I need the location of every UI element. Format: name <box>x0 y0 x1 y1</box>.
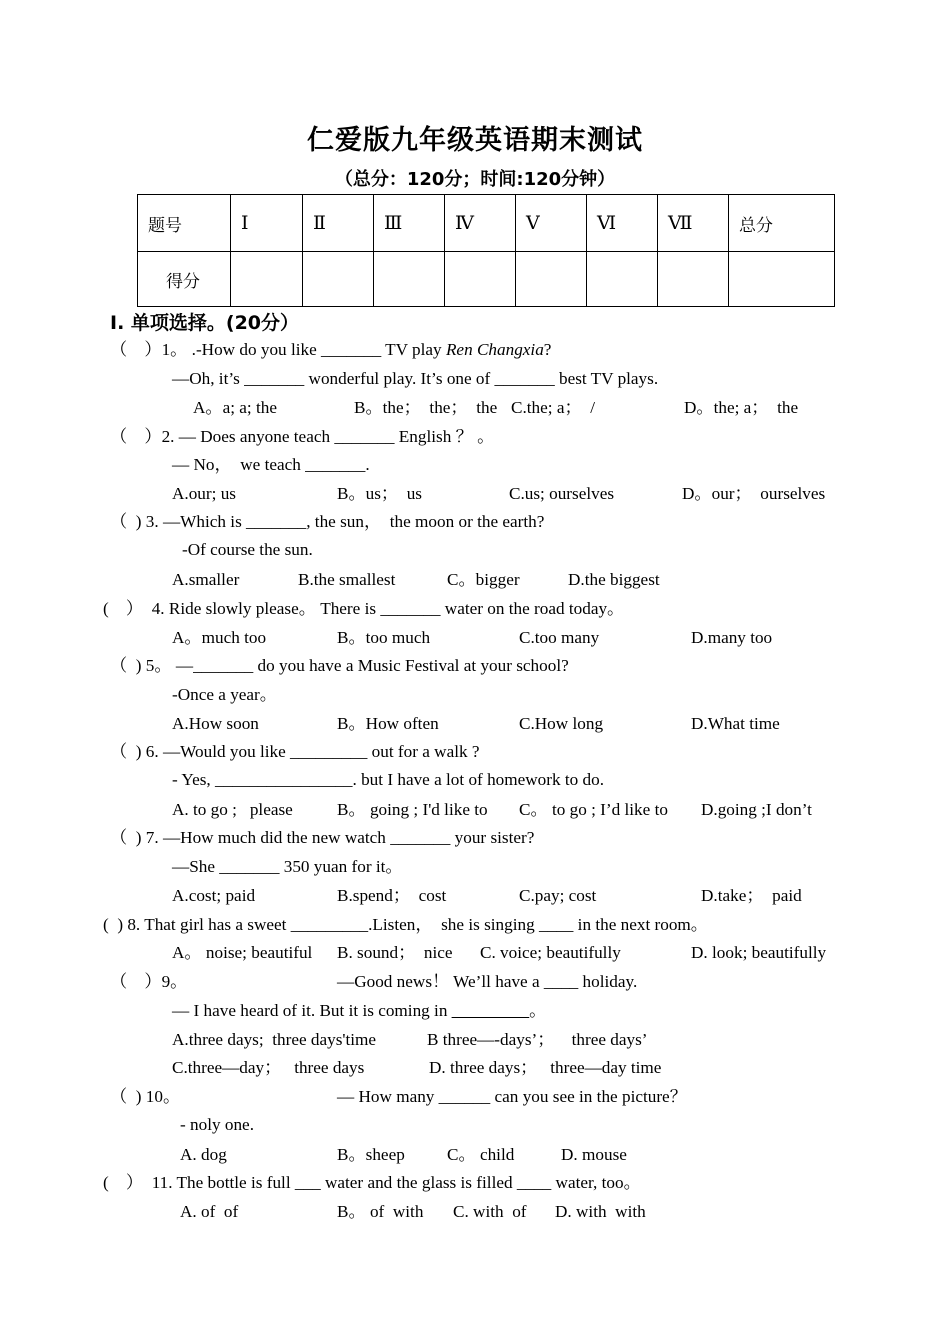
score-table-cell: Ⅶ <box>658 195 729 252</box>
question-7-stem: （ ) 7. —How much did the new watch _______ your sister? <box>110 828 535 847</box>
option-b: B. sound； nice <box>337 943 453 962</box>
question-line: - noly one. <box>180 1115 254 1134</box>
score-table-cell: Ⅵ <box>587 195 658 252</box>
option-c: C.too many <box>519 628 600 647</box>
option-a: A. to go ; please <box>172 800 293 819</box>
question-6-stem: （ ) 6. —Would you like _________ out for a walk ? <box>110 742 480 761</box>
option-a: A. of of <box>180 1202 239 1221</box>
option-c: C。 child <box>447 1145 515 1164</box>
option-c: C.How long <box>519 714 604 733</box>
option-d: D. three days； three—day time <box>429 1058 662 1077</box>
question-9-stem: —Good news！ We’ll have a ____ holiday. <box>337 972 638 991</box>
section-heading: Ⅰ. 单项选择。(20分） <box>110 312 300 334</box>
score-entry-cell[interactable] <box>445 252 516 307</box>
option-a: A。a; a; the <box>193 398 277 417</box>
question-line: — No， we teach _______. <box>172 455 370 474</box>
option-a: A.How soon <box>172 714 259 733</box>
score-entry-cell[interactable] <box>374 252 445 307</box>
option-a: A.cost; paid <box>172 886 256 905</box>
question-line: -Of course the sun. <box>182 540 313 559</box>
question-text: ? <box>543 340 552 359</box>
option-a: A。 noise; beautiful <box>172 943 313 962</box>
score-table <box>137 194 835 307</box>
question-2-stem: （ ）2. — Does anyone teach _______ English ？ 。 <box>110 427 495 446</box>
question-text: — I have heard of it. But it is coming in <box>172 1001 452 1020</box>
option-a: A。much too <box>172 628 267 647</box>
option-c: C. voice; beautifully <box>480 943 621 962</box>
option-b: B。How often <box>337 714 439 733</box>
option-b: B.spend； cost <box>337 886 447 905</box>
option-c: C.pay; cost <box>519 886 597 905</box>
score-entry-cell[interactable] <box>231 252 303 307</box>
option-c: C。 to go ; I’d like to <box>519 800 668 819</box>
option-d: D. mouse <box>561 1145 627 1164</box>
question-9-number: （ ）9。 <box>110 972 188 991</box>
score-entry-cell[interactable] <box>516 252 587 307</box>
question-8-stem: ( ) 8. That girl has a sweet _________.Listen， she is singing ____ in the next room。 <box>103 915 708 934</box>
question-10-number: （ ) 10。 <box>110 1087 181 1106</box>
score-table-cell: Ⅰ <box>231 195 303 252</box>
option-c: C。bigger <box>447 570 520 589</box>
question-line <box>172 1000 546 1022</box>
option-d: D.many too <box>691 628 773 647</box>
option-b: B three—-days’； three days’ <box>427 1030 648 1049</box>
option-d: D.going ;I don’t <box>701 800 812 819</box>
option-b: B。the； the； the <box>354 398 498 417</box>
question-1-stem <box>110 339 551 361</box>
answer-blank: _________ <box>451 1001 530 1020</box>
option-a: A. dog <box>180 1145 227 1164</box>
question-5-stem: （ ) 5。 —_______ do you have a Music Festival at your school? <box>110 656 569 675</box>
option-c: C. with of <box>453 1202 527 1221</box>
score-table-cell: Ⅲ <box>374 195 445 252</box>
score-entry-cell[interactable] <box>729 252 835 307</box>
score-table-cell: Ⅴ <box>516 195 587 252</box>
option-b: B。sheep <box>337 1145 405 1164</box>
option-a: A.our; us <box>172 484 236 503</box>
page-subtitle: （总分：120分；时间:120分钟） <box>334 169 616 190</box>
option-b: B。too much <box>337 628 431 647</box>
question-text: 。 <box>529 1001 547 1020</box>
score-table-cell: Ⅱ <box>303 195 374 252</box>
score-table-score-row <box>138 252 835 307</box>
option-b: B.the smallest <box>298 570 396 589</box>
option-d: D. look; beautifully <box>691 943 827 962</box>
option-d: D. with with <box>555 1202 646 1221</box>
score-table-header-row <box>138 195 835 252</box>
option-a: A.smaller <box>172 570 240 589</box>
option-d: D.take； paid <box>701 886 802 905</box>
question-text-italic: Ren Changxia <box>445 340 544 359</box>
option-d: D。our； ourselves <box>682 484 826 503</box>
score-table-cell: Ⅳ <box>445 195 516 252</box>
option-d: D。the; a； the <box>684 398 799 417</box>
option-c: C.us; ourselves <box>509 484 615 503</box>
score-table-cell: 得分 <box>138 252 231 307</box>
option-d: D.What time <box>691 714 780 733</box>
option-c: C.three—day； three days <box>172 1058 365 1077</box>
question-line: - Yes, ________________. but I have a lot of homework to do. <box>172 770 605 789</box>
question-line: -Once a year。 <box>172 685 277 704</box>
option-b: B。 of with <box>337 1202 424 1221</box>
page-title: 仁爱版九年级英语期末测试 <box>307 125 643 156</box>
score-table-cell: 总分 <box>729 195 835 252</box>
option-d: D.the biggest <box>568 570 660 589</box>
option-a: A.three days; three days'time <box>172 1030 377 1049</box>
score-entry-cell[interactable] <box>658 252 729 307</box>
option-b: B。 going ; I'd like to <box>337 800 488 819</box>
option-b: B。us； us <box>337 484 422 503</box>
question-10-stem: — How many ______ can you see in the picture？ <box>337 1087 687 1106</box>
question-3-stem: （ ) 3. —Which is _______, the sun， the moon or the earth? <box>110 512 545 531</box>
score-table-cell: 题号 <box>138 195 231 252</box>
question-line: —Oh, it’s _______ wonderful play. It’s one of _______ best TV plays. <box>172 369 659 388</box>
score-entry-cell[interactable] <box>303 252 374 307</box>
score-entry-cell[interactable] <box>587 252 658 307</box>
question-text: （ ）1。 .-How do you like _______ TV play <box>110 340 446 359</box>
question-4-stem: ( ） 4. Ride slowly please。 There is _______ water on the road today。 <box>103 599 625 618</box>
option-c: C.the; a； / <box>511 398 596 417</box>
question-line: —She _______ 350 yuan for it。 <box>172 857 403 876</box>
question-11-stem: ( ） 11. The bottle is full ___ water and the glass is filled ____ water, too。 <box>103 1173 641 1192</box>
